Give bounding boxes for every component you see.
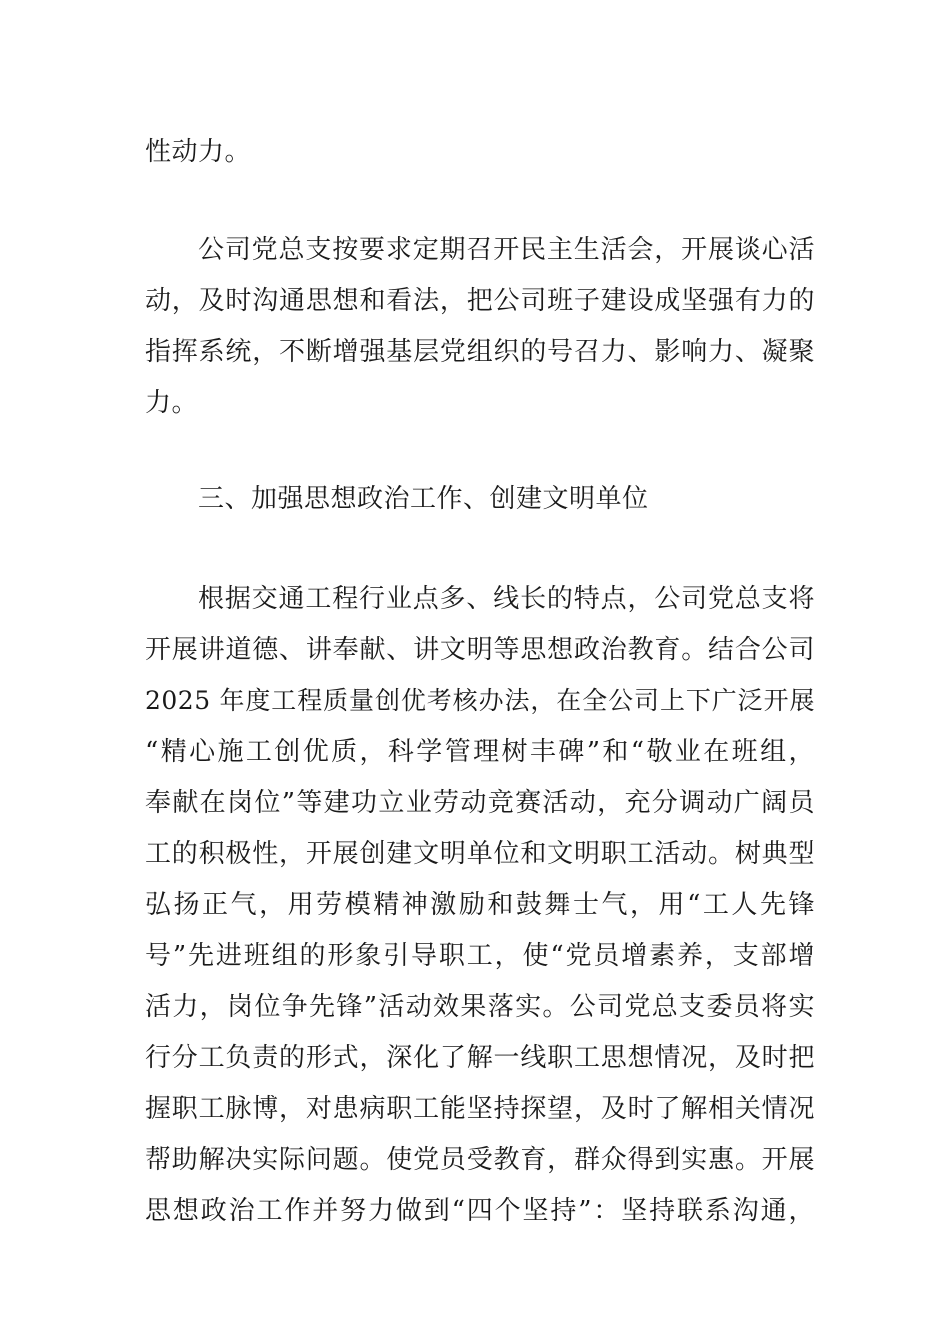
paragraph-line: 号”先进班组的形象引导职工，使“党员增素养，支部增 xyxy=(145,941,815,971)
paragraph-line: 指挥系统，不断增强基层党组织的号召力、影响力、凝聚 xyxy=(145,337,815,367)
paragraph-line: 性动力。 xyxy=(145,137,252,167)
paragraph-line: 力。 xyxy=(145,388,199,418)
paragraph-line: 行分工负责的形式，深化了解一线职工思想情况，及时把 xyxy=(145,1043,815,1073)
paragraph-line: 公司党总支按要求定期召开民主生活会，开展谈心活 xyxy=(198,235,815,265)
paragraph-line: “精心施工创优质，科学管理树丰碑”和“敬业在班组， xyxy=(145,737,815,767)
paragraph-line: 工的积极性，开展创建文明单位和文明职工活动。树典型 xyxy=(145,839,815,869)
paragraph-line: 开展讲道德、讲奉献、讲文明等思想政治教育。结合公司 xyxy=(145,635,815,665)
paragraph-line: 帮助解决实际问题。使党员受教育，群众得到实惠。开展 xyxy=(145,1145,815,1175)
paragraph-line: 活力，岗位争先锋”活动效果落实。公司党总支委员将实 xyxy=(145,992,815,1022)
paragraph-line: 动，及时沟通思想和看法，把公司班子建设成坚强有力的 xyxy=(145,286,815,316)
paragraph-line: 2025 年度工程质量创优考核办法，在全公司上下广泛开展 xyxy=(145,686,815,715)
section-heading: 三、加强思想政治工作、创建文明单位 xyxy=(198,484,649,514)
paragraph-line: 弘扬正气，用劳模精神激励和鼓舞士气，用“工人先锋 xyxy=(145,890,815,920)
paragraph-line: 握职工脉博，对患病职工能坚持探望，及时了解相关情况 xyxy=(145,1094,815,1124)
paragraph-line: 奉献在岗位”等建功立业劳动竞赛活动，充分调动广阔员 xyxy=(145,788,815,818)
paragraph-line: 根据交通工程行业点多、线长的特点，公司党总支将 xyxy=(198,584,815,614)
paragraph-line: 思想政治工作并努力做到“四个坚持”：坚持联系沟通， xyxy=(145,1196,815,1226)
